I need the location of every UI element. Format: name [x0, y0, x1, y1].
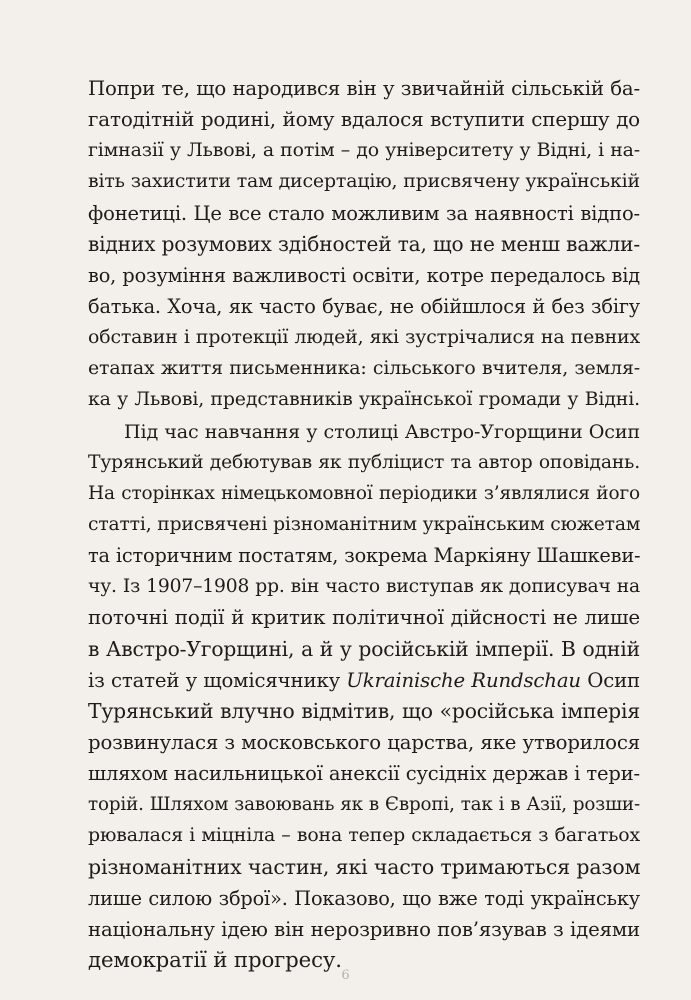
text-line: шляхом насильницької анексії сусідніх держав і тери-: [88, 762, 640, 786]
text-segment: із статей у щомісячнику: [88, 668, 341, 692]
text-line: лише силою зброї». Показово, що вже тоді українську: [88, 886, 640, 910]
text-line-with-title: [88, 665, 640, 696]
journal-title: Ukrainische Rundschau: [346, 668, 581, 692]
text-line: Турянський влучно відмітив, що «російська імперія: [88, 698, 640, 723]
text-line: рювалася і міцніла – вона тепер складається з багатьох: [88, 824, 640, 847]
text-line: обставин і протекції людей, які зустрічалися на певних: [88, 326, 640, 349]
text-segment: Осип: [587, 668, 641, 692]
text-line: чу. Із 1907–1908 рр. він часто виступав як дописувач на: [88, 576, 640, 598]
text-line: відних розумових здібностей та, що не менш важли-: [88, 231, 640, 256]
text-line: віть захистити там дисертацію, присвячену українській: [88, 170, 640, 193]
text-line: На сторінках німецькомовної періодики з’являлися його: [88, 482, 640, 504]
text-line: во, розуміння важливості освіти, котре передалось від: [88, 263, 640, 287]
text-line: статті, присвячені різноманітним українським сюжетам: [88, 513, 641, 535]
text-line: гімназії у Львові, а потім – до університету у Відні, і на-: [88, 139, 640, 162]
text-line: етапах життя письменника: сільського вчителя, земля-: [88, 357, 640, 380]
text-line: гатодітній родині, йому вдалося вступити спершу до: [88, 108, 640, 132]
body-text: [88, 73, 640, 976]
text-line: національну ідею він нерозривно пов’язував з ідеями: [88, 917, 640, 941]
page-number: 6: [341, 968, 350, 983]
text-line: поточні події й критик політичної дійсності не лише: [88, 606, 640, 630]
text-line: Під час навчання у столиці Австро-Угорщини Осип: [124, 419, 640, 443]
text-line: ка у Львові, представників української громади у Відні.: [88, 388, 640, 411]
text-line: Турянський дебютував як публіцист та автор оповідань.: [88, 451, 640, 473]
text-line: демократії й прогресу.: [88, 947, 342, 973]
text-line: в Австро-Угорщині, а й у російській імперії. В одній: [88, 636, 640, 661]
text-line: торій. Шляхом завоювань як в Європі, так і в Азії, розши-: [88, 794, 640, 816]
text-line: Попри те, що народився він у звичайній сільській ба-: [88, 77, 640, 100]
text-line: розвинулася з московського царства, яке утворилося: [88, 730, 640, 754]
text-line: фонетиці. Це все стало можливим за наявності відпо-: [88, 201, 640, 225]
text-line: та історичним постатям, зокрема Маркіяну Шашкеви-: [88, 544, 641, 568]
text-line: батька. Хоча, як часто буває, не обійшлося й без збігу: [88, 294, 640, 318]
text-line: різноманітних частин, які часто тримаються разом: [88, 854, 641, 879]
